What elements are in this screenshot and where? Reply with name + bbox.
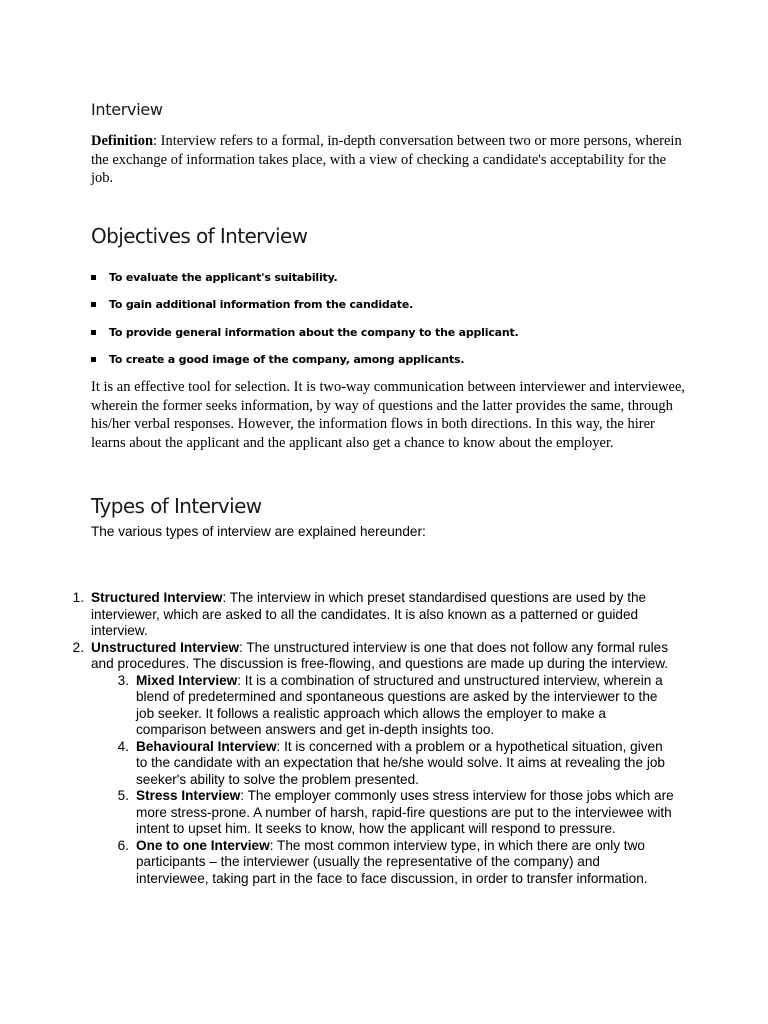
- list-item: [91, 270, 519, 297]
- list-number: 2.: [72, 639, 84, 655]
- heading-types: Types of Interview: [91, 494, 262, 518]
- list-number: 4.: [117, 738, 129, 754]
- list-term: Structured Interview: [91, 590, 223, 605]
- list-item-text: To evaluate the applicant's suitability.: [109, 271, 338, 284]
- list-term: Mixed Interview: [136, 672, 238, 688]
- list-number: 5.: [117, 788, 129, 803]
- list-item: [0, 590, 686, 640]
- list-item: [91, 297, 519, 324]
- list-item-text: To gain additional information from the candidate.: [109, 298, 414, 312]
- list-item-text: To provide general information about the company to the applicant.: [109, 325, 519, 339]
- square-bullet-icon: [91, 275, 96, 280]
- heading-interview: Interview: [91, 100, 163, 119]
- list-item: [91, 352, 519, 379]
- list-item: [0, 838, 676, 888]
- list-item: [0, 673, 676, 739]
- types-list: [0, 590, 768, 887]
- list-item: [0, 739, 676, 789]
- square-bullet-icon: [91, 302, 96, 307]
- list-text: : It is a combination of structured and unstructured interview, wherein a blend of predetermined and spontaneous questions are asked by the interviewer to the job seeker. It follows a realistic approach which allows the employer to make a comparison between answers and get in-depth insights too.: [136, 672, 663, 737]
- list-text: : The interview in which preset standardised questions are used by the interviewer, which are asked to all the candidates. It is also known as a patterned or guided interview.: [91, 590, 647, 638]
- objectives-list: [91, 270, 519, 379]
- objectives-paragraph: It is an effective tool for selection. It is two-way communication between interviewer and interviewee, wherein the former seeks information, by way of questions and the latter provides the same, through his/her verbal responses. However, the information flows in both directions. In this way, the hirer learns about the applicant and the applicant also get a chance to know about the employer.: [91, 379, 686, 451]
- list-text: : It is concerned with a problem or a hypothetical situation, given to the candidate with an expectation that he/she would solve. It aims at revealing the job seeker's ability to solve the problem presented.: [136, 738, 665, 787]
- list-term: Unstructured Interview: [91, 639, 240, 655]
- list-number: 6.: [117, 837, 129, 853]
- types-intro: The various types of interview are explained hereunder:: [91, 524, 426, 539]
- list-term: One to one Interview: [136, 837, 270, 853]
- list-number: 1.: [72, 590, 84, 605]
- list-term: Behavioural Interview: [136, 738, 277, 754]
- list-number: 3.: [117, 672, 129, 688]
- list-item: [0, 788, 676, 838]
- definition-text: : Interview refers to a formal, in-depth conversation between two or more persons, wherein the exchange of information takes place, with a view of checking a candidate's acceptability for the job.: [91, 133, 682, 186]
- square-bullet-icon: [91, 330, 96, 335]
- list-term: Stress Interview: [136, 788, 241, 803]
- square-bullet-icon: [91, 357, 96, 362]
- list-text: : The unstructured interview is one that does not follow any formal rules and procedures. The discussion is free-flowing, and questions are made up during the interview.: [91, 639, 669, 671]
- heading-objectives: Objectives of Interview: [91, 224, 308, 248]
- list-item: [91, 325, 519, 352]
- definition-paragraph: [91, 132, 691, 188]
- list-item-text: To create a good image of the company, among applicants.: [109, 352, 465, 366]
- list-text: : The most common interview type, in which there are only two participants – the interviewer (usually the representative of the company) and interviewee, taking part in the face to face discussion, in order to transfer information.: [136, 837, 648, 886]
- definition-term: Definition: [91, 133, 154, 149]
- list-text: : The employer commonly uses stress interview for those jobs which are more stress-prone. A number of harsh, rapid-fire questions are put to the interviewee with intent to upset him. It seeks to know, how the applicant will respond to pressure.: [136, 788, 674, 836]
- list-item: [0, 640, 686, 673]
